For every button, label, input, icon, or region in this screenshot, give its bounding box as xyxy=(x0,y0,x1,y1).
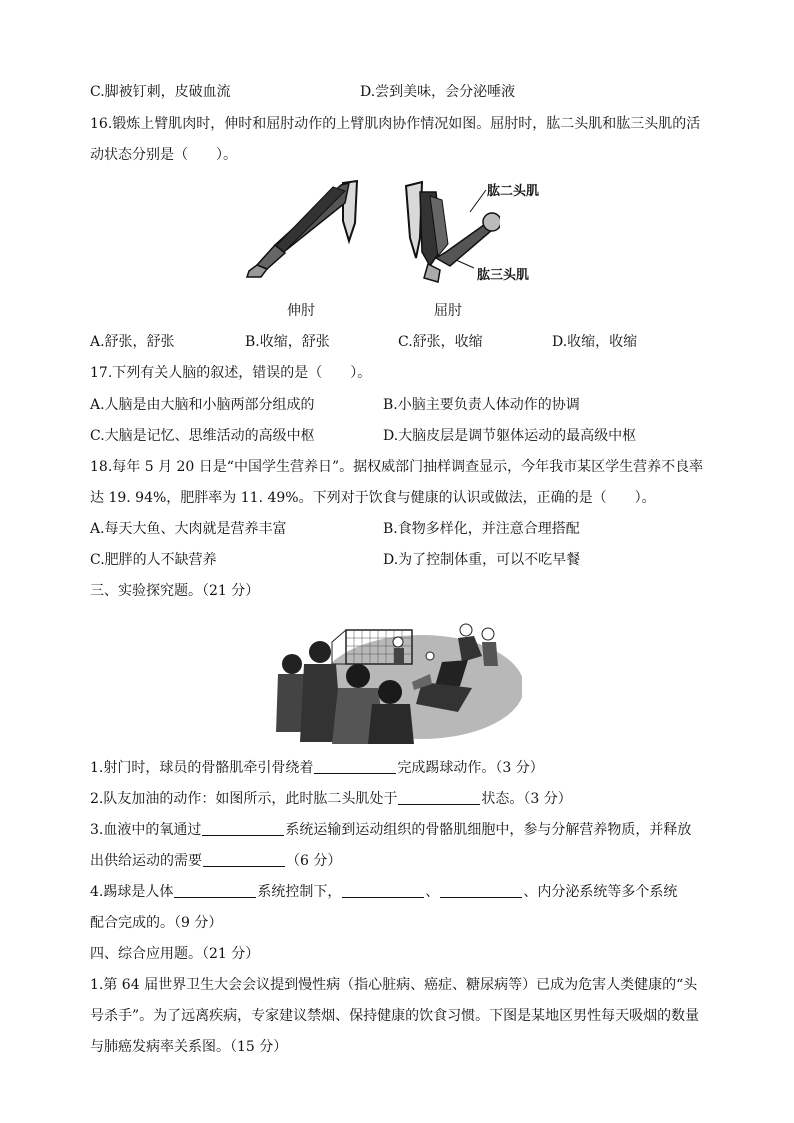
section3-q3-line2 xyxy=(90,851,341,871)
arm-extended-figure xyxy=(245,173,365,283)
q18-option-a: A.每天大鱼、大肉就是营养丰富 xyxy=(90,521,287,537)
q17-option-c: C.大脑是记忆、思维活动的高级中枢 xyxy=(90,428,315,444)
q16-option-c: C.舒张，收缩 xyxy=(398,334,483,350)
section3-q4-line2: 配合完成的。（9 分） xyxy=(90,915,223,931)
section3-q2 xyxy=(90,789,572,809)
q4-blank-3 xyxy=(440,883,522,898)
q4-blank-1 xyxy=(174,883,256,898)
q15-option-c: C.脚被钉刺，皮破血流 xyxy=(90,84,231,100)
q1-text-a: 1.射门时，球员的骨骼肌牵引骨绕着 xyxy=(90,760,314,776)
q2-text-a: 2.队友加油的动作：如图所示，此时肱二头肌处于 xyxy=(90,791,398,807)
q4-text-c: 、 xyxy=(425,884,440,900)
section4-title: 四、综合应用题。（21 分） xyxy=(90,946,260,962)
q15-option-d: D.尝到美味，会分泌唾液 xyxy=(360,84,516,100)
q4-text-d: 、内分泌系统等多个系统 xyxy=(523,884,678,900)
q3-blank-2 xyxy=(203,852,285,867)
q16-option-a: A.舒张，舒张 xyxy=(90,334,175,350)
q1-text-b: 完成踢球动作。（3 分） xyxy=(397,760,544,776)
q2-blank xyxy=(398,790,480,805)
q17-option-b: B.小脑主要负责人体动作的协调 xyxy=(383,397,580,413)
q18-stem-line1: 18.每年 5 月 20 日是“中国学生营养日”。据权威部门抽样调查显示，今年我市某区学生营养不良率 xyxy=(90,459,704,475)
q18-option-d: D.为了控制体重，可以不吃早餐 xyxy=(383,552,581,568)
section3-q4-line1 xyxy=(90,882,677,902)
section3-q3-line1 xyxy=(90,820,691,840)
q18-option-c: C.肥胖的人不缺营养 xyxy=(90,552,217,568)
soccer-illustration xyxy=(272,612,522,747)
section4-q1-line2: 号杀手”。为了远离疾病，专家建议禁烟、保持健康的饮食习惯。下图是某地区男性每天吸烟的数量 xyxy=(90,1008,700,1024)
q16-stem-line2: 动状态分别是（ ）。 xyxy=(90,147,237,163)
section4-q1-line3: 与肺癌发病率关系图。（15 分） xyxy=(90,1039,288,1055)
section3-q1 xyxy=(90,758,544,778)
q18-option-b: B.食物多样化，并注意合理搭配 xyxy=(383,521,580,537)
q16-stem-line1: 16.锻炼上臂肌肉时，伸时和屈肘动作的上臂肌肉协作情况如图。屈肘时，肱二头肌和肱三头肌的活 xyxy=(90,116,701,132)
q16-option-d: D.收缩，收缩 xyxy=(552,334,638,350)
biceps-label: 肱二头肌 xyxy=(487,184,540,199)
section3-title: 三、实验探究题。（21 分） xyxy=(90,583,260,599)
triceps-label: 肱三头肌 xyxy=(477,268,530,283)
q17-stem: 17.下列有关人脑的叙述，错误的是（ ）。 xyxy=(90,365,372,381)
q3-blank-1 xyxy=(202,821,284,836)
q2-text-b: 状态。（3 分） xyxy=(481,791,572,807)
q17-option-d: D.大脑皮层是调节躯体运动的最高级中枢 xyxy=(383,428,637,444)
q3-text-c: 出供给运动的需要 xyxy=(90,853,202,869)
section4-q1-line1: 1.第 64 届世界卫生大会会议提到慢性病（指心脏病、癌症、糖尿病等）已成为危害人类健康的“头 xyxy=(90,977,698,993)
q3-text-a: 3.血液中的氧通过 xyxy=(90,822,202,838)
q17-option-a: A.人脑是由大脑和小脑两部分组成的 xyxy=(90,397,315,413)
q3-text-d: （6 分） xyxy=(286,853,342,869)
q18-stem-line2: 达 19. 94%，肥胖率为 11. 49%。下列对于饮食与健康的认识或做法，正确的是（ ）。 xyxy=(90,490,656,506)
q4-text-a: 4.踢球是人体 xyxy=(90,884,174,900)
q16-option-b: B.收缩，舒张 xyxy=(245,334,330,350)
q1-blank xyxy=(314,759,396,774)
q4-blank-2 xyxy=(342,883,424,898)
q4-text-b: 系统控制下， xyxy=(257,884,342,900)
caption-flex: 屈肘 xyxy=(434,303,462,319)
q3-text-b: 系统运输到运动组织的骨骼肌细胞中，参与分解营养物质，并释放 xyxy=(285,822,692,838)
caption-extend: 伸肘 xyxy=(287,303,315,319)
